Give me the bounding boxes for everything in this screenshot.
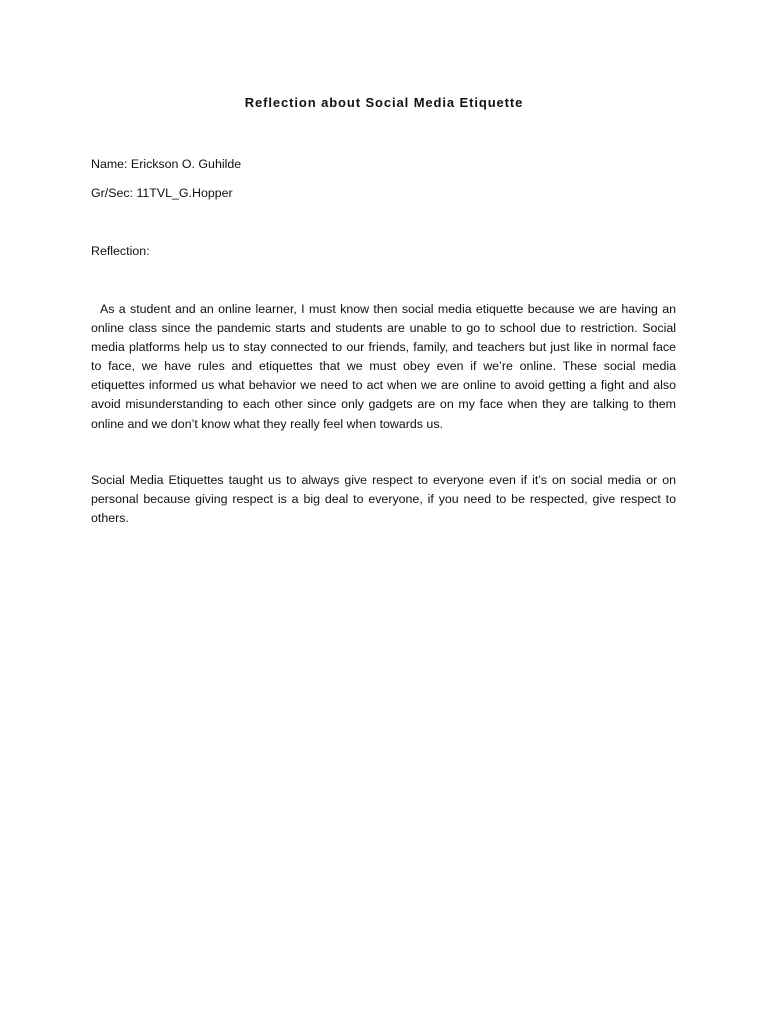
- document-title: Reflection about Social Media Etiquette: [244, 95, 524, 110]
- reflection-label: Reflection:: [91, 244, 150, 258]
- grade-section: Gr/Sec: 11TVL_G.Hopper: [91, 186, 233, 200]
- student-name: Name: Erickson O. Guhilde: [91, 157, 242, 171]
- reflection-paragraph-2: Social Media Etiquettes taught us to always give respect to everyone even if it’s on social media or on personal because giving respect is a big deal to everyone, if you need to be respected, give respect to others.: [91, 473, 676, 526]
- reflection-paragraph-1: As a student and an online learner, I must know then social media etiquette because we are having an online class since the pandemic starts and students are unable to go to school due to restriction. Social media platforms help us to stay connected to our friends, family, and teachers but just like in normal face to face, we have rules and etiquettes that we must obey even if we’re online. These social media etiquettes informed us what behavior we need to act when we are online to avoid getting a fight and also avoid misunderstanding to each other since only gadgets are on my face when they are talking to them online and we don’t know what they really feel when towards us.: [91, 302, 676, 431]
